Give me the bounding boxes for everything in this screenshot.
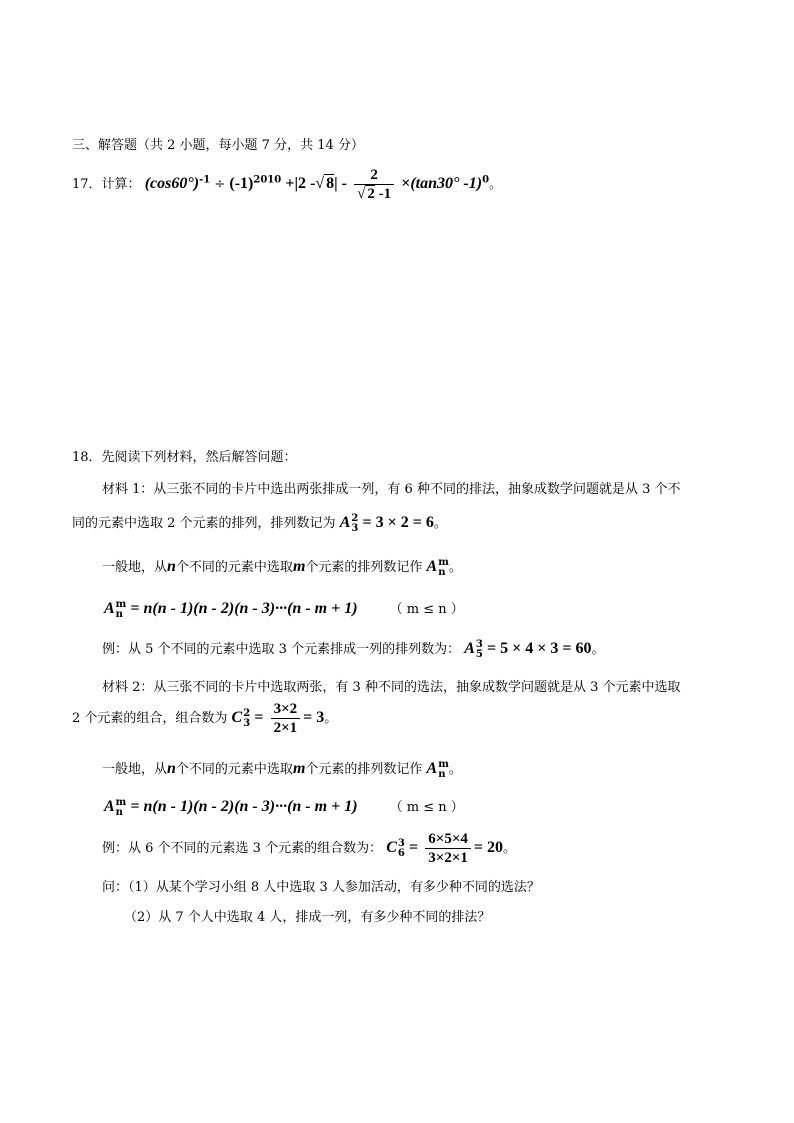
cond1: （ m ≤ n ） xyxy=(389,602,464,617)
q18-ask2: （2）从 7 个人中选取 4 人，排成一列，有多少种不同的排法？ xyxy=(124,910,491,925)
q17-expr-c: +|2 - xyxy=(285,175,316,192)
q17-end: 。 xyxy=(489,177,503,192)
cond2: （ m ≤ n ） xyxy=(389,800,464,815)
q18-formula2: A m n = n(n - 1)(n - 2)(n - 3)···(n - m + 1) （ m ≤ n ） xyxy=(104,796,464,818)
m2-fraction: $\frac{3\times 2}{2\times 1}$ xyxy=(271,700,301,737)
q17-exp-a: -1 xyxy=(199,174,211,186)
ex2-fraction: $\frac{6\times 5\times 4}{3\times 2\times 1}$ xyxy=(425,830,471,867)
q18-example1: 例：从 5 个不同的元素中选取 3 个元素排成一列的排列数为： A 3 5 = 5 × 4 × 3 = 60。 xyxy=(102,638,605,660)
q18-material2-line2: 2 个元素的组合，组合数为 C 2 3 = $\frac{3\times 2}{2\times 1}$ = 3。 xyxy=(72,701,338,736)
symbol-A: A xyxy=(426,558,438,575)
q18-material1-line2: 同的元素中选取 2 个元素的排列，排列数记为 A 2 3 = 3 × 2 = 6。 xyxy=(72,512,447,534)
section-heading: 三、解答题（共 2 小题，每小题 7 分，共 14 分） xyxy=(72,138,364,153)
q17-exp-d: 0 xyxy=(482,174,490,186)
m1-formula: = 3 × 2 = 6 xyxy=(362,514,434,531)
q17-fraction xyxy=(354,166,394,203)
q18-material2-line1: 材料 2：从三张不同的卡片中选取两张，有 3 种不同的选法，抽象成数学问题就是从 3 个元素中选取 xyxy=(102,680,681,695)
q17-frac-num: 2 xyxy=(370,167,378,183)
q17-expr-b: (-1) xyxy=(229,175,254,192)
q17-number: 17．计算： xyxy=(72,177,141,192)
q18-material1-line1: 材料 1：从三张不同的卡片中选出两张排成一列，有 6 种不同的排法，抽象成数学问题就是从 3 个不 xyxy=(102,482,681,497)
q18-ask1: 问：（1）从某个学习小组 8 人中选取 3 人参加活动，有多少种不同的选法？ xyxy=(102,880,540,895)
q18-general1: 一般地，从n个不同的元素中选取m个元素的排列数记作 A m n 。 xyxy=(102,556,462,578)
symbol-A: A xyxy=(339,514,351,531)
q17-times: × xyxy=(401,175,411,192)
q17-expr-a: (cos60°) xyxy=(144,175,200,192)
q17-expr-c2: | - xyxy=(334,175,347,192)
question-17 xyxy=(72,166,502,203)
q18-example2: 例：从 6 个不同的元素选 3 个元素的组合数为： C 3 6 = $\frac{6\times 5\times 4}{3\times 2\times 1}$ = 20。 xyxy=(102,831,517,866)
q17-frac-den: √ 2 -1 xyxy=(354,184,394,203)
q18-general2: 一般地，从n个不同的元素中选取m个元素的排列数记作 A m n 。 xyxy=(102,758,462,780)
q17-expr-d: (tan30° -1) xyxy=(410,175,483,192)
q18-intro: 18．先阅读下列材料，然后解答问题： xyxy=(72,450,297,465)
q17-sqrt-c: √ 8 xyxy=(315,175,335,192)
q18-formula1: A m n = n(n - 1)(n - 2)(n - 3)···(n - m + 1) （ m ≤ n ） xyxy=(104,598,464,620)
q17-exp-b: 2010 xyxy=(253,174,282,186)
q17-div: ÷ xyxy=(214,177,226,192)
